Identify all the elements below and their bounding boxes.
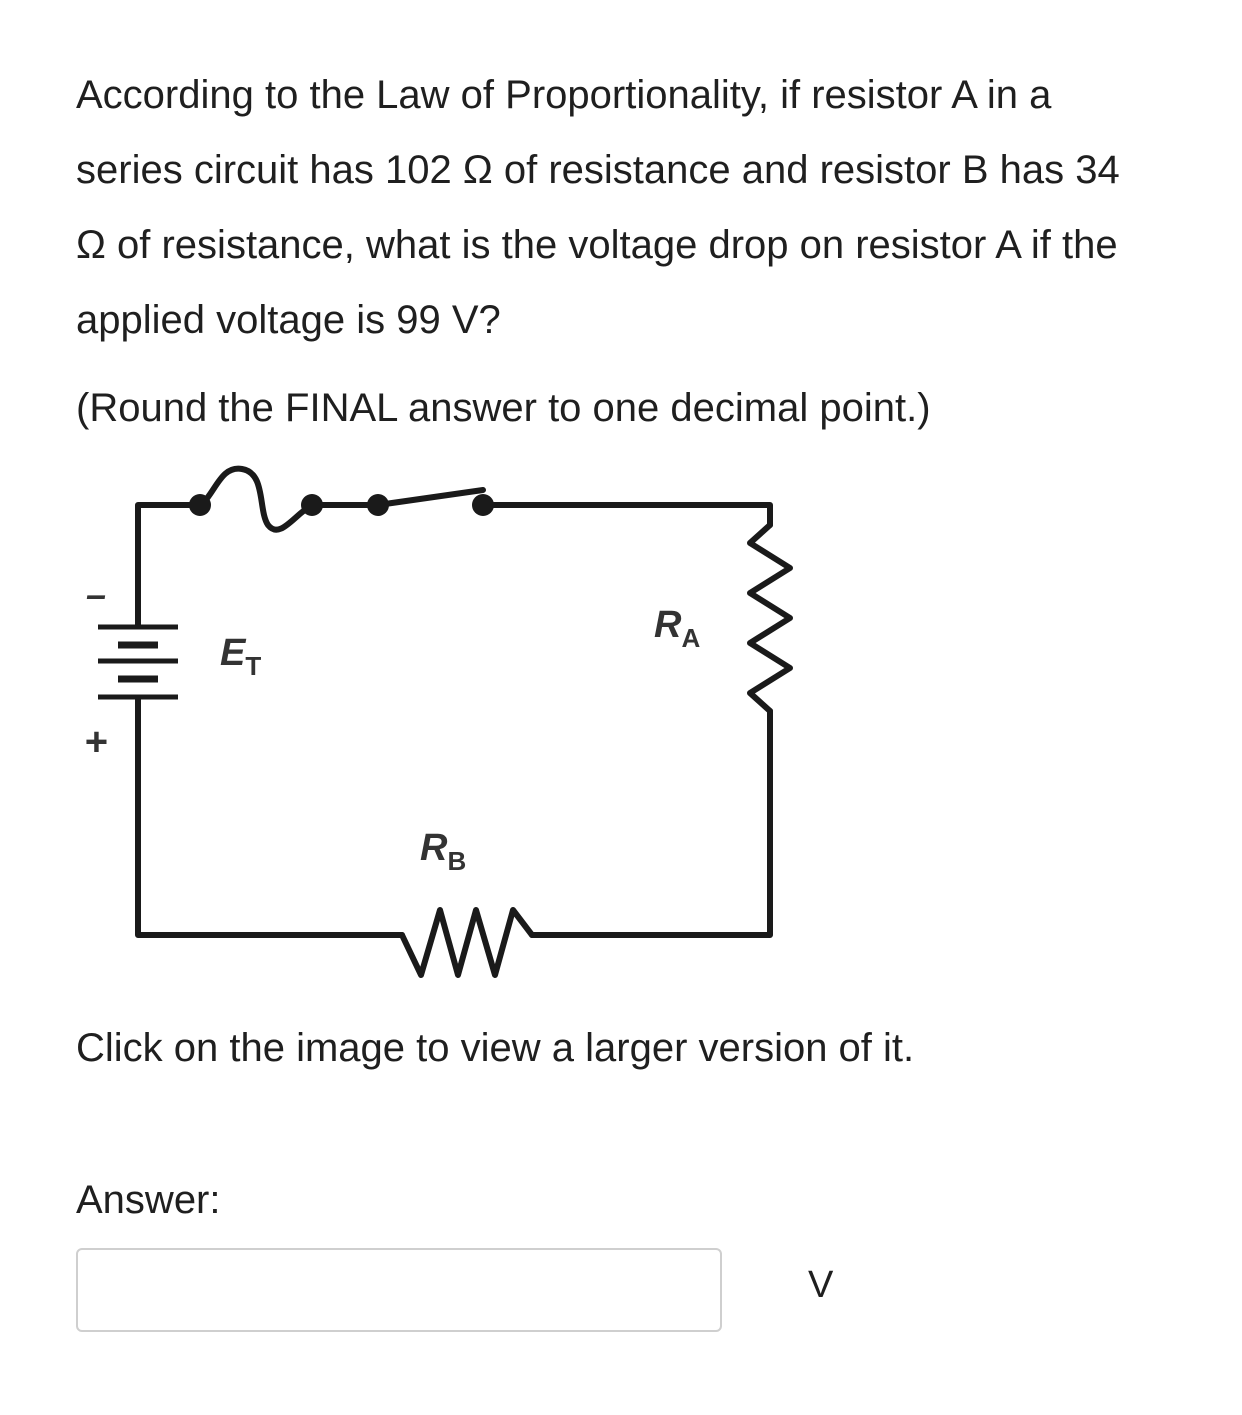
switch-terminal-left <box>367 494 389 516</box>
resistor-b-label-sub: B <box>447 846 467 876</box>
polarity-plus-sign: + <box>84 720 108 764</box>
fuse-terminal-right <box>301 494 323 516</box>
source-label <box>220 632 261 681</box>
polarity-minus-sign: – <box>86 574 107 615</box>
question-text: According to the Law of Proportionality, if resistor A in a series circuit has 102 Ω of resistance and resistor B has 34 Ω of resistance, what is the voltage drop on resistor A if the applied voltage is 99 V? <box>76 73 1120 342</box>
wire-bottom-left <box>138 698 402 935</box>
resistor-a-label <box>654 604 700 653</box>
resistor-b-label-main: R <box>420 827 448 869</box>
source-label-sub: T <box>245 651 262 681</box>
resistor-b-label <box>420 827 466 876</box>
answer-unit: V <box>808 1264 834 1306</box>
wire-left-top <box>138 505 200 598</box>
switch-blade <box>378 490 483 505</box>
fuse-symbol <box>200 469 312 530</box>
resistor-a-symbol <box>750 525 790 711</box>
resistor-a-label-sub: A <box>681 623 701 653</box>
answer-input[interactable] <box>76 1248 722 1332</box>
circuit-svg <box>70 455 830 995</box>
enlarge-image-note: Click on the image to view a larger version of it. <box>76 1026 915 1070</box>
answer-label: Answer: <box>76 1178 221 1222</box>
source-label-main: E <box>220 632 246 674</box>
resistor-b-symbol <box>402 910 532 975</box>
wire-right-bottom <box>532 711 770 935</box>
switch-terminal-right <box>472 494 494 516</box>
circuit-diagram[interactable] <box>70 455 830 995</box>
fuse-terminal-left <box>189 494 211 516</box>
rounding-instruction: (Round the FINAL answer to one decimal point.) <box>76 386 931 430</box>
wire-top-right <box>483 505 770 525</box>
resistor-a-label-main: R <box>654 604 682 646</box>
